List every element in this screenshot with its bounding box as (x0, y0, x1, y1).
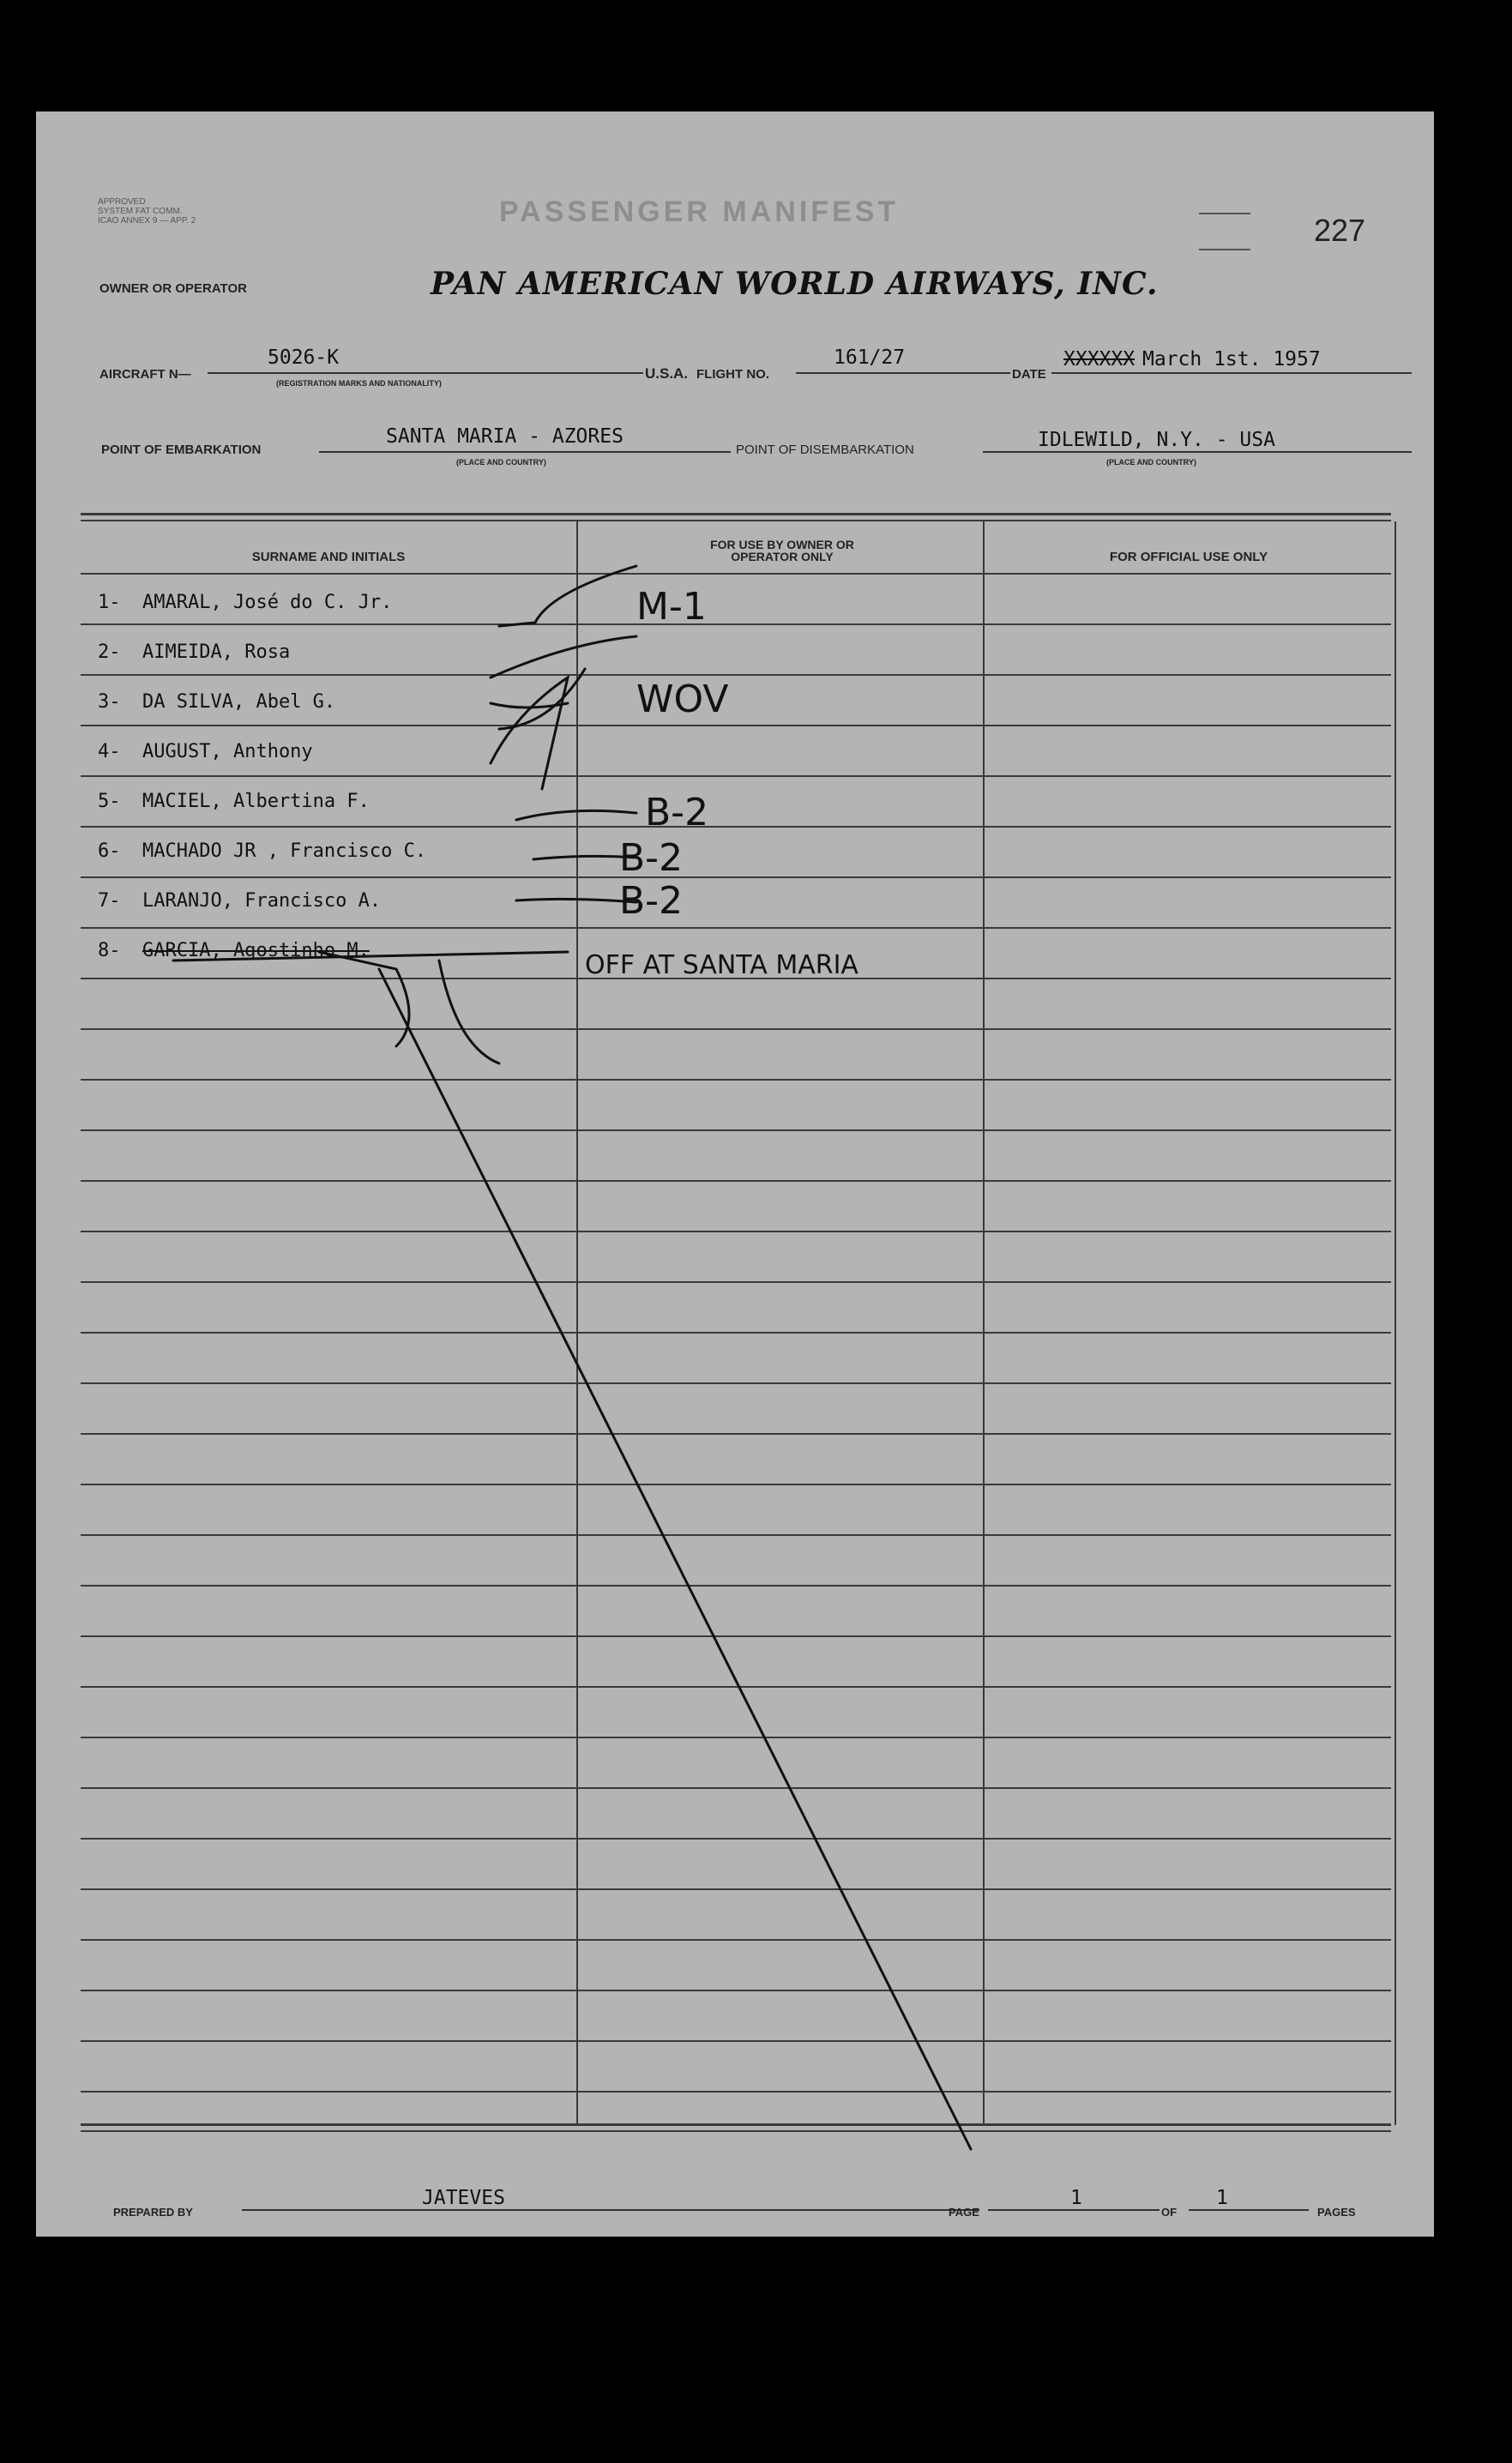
of-value: 1 (1216, 2187, 1228, 2209)
embark-sub: (PLACE AND COUNTRY) (456, 458, 546, 467)
passenger-name: MACIEL, Albertina F. (142, 791, 370, 812)
passenger-number: 8- (98, 940, 121, 961)
of-label: OF (1161, 2206, 1178, 2219)
page-value: 1 (1070, 2187, 1082, 2209)
svg-text:OFF AT SANTA MARIA: OFF AT SANTA MARIA (585, 950, 858, 980)
manifest-sheet (36, 111, 1434, 2237)
page-label: PAGE (949, 2206, 979, 2219)
pages-label: PAGES (1317, 2206, 1356, 2219)
svg-text:B-2: B-2 (619, 836, 684, 880)
embark-value: SANTA MARIA - AZORES (386, 425, 623, 448)
passenger-name: AUGUST, Anthony (142, 741, 313, 762)
column-header-owner-use: FOR USE BY OWNER OR OPERATOR ONLY (710, 538, 854, 563)
prepared-value: JATEVES (422, 2187, 505, 2209)
disembark-value: IDLEWILD, N.Y. - USA (1038, 429, 1275, 451)
column-header-official-use: FOR OFFICIAL USE ONLY (1109, 550, 1268, 564)
aircraft-value: 5026-K (268, 346, 340, 369)
prepared-label: PREPARED BY (113, 2206, 193, 2219)
date-value: March 1st. 1957 (1142, 348, 1321, 370)
svg-text:M-1: M-1 (636, 585, 707, 629)
svg-text:B-2: B-2 (619, 879, 684, 923)
usa-label: U.S.A. (645, 365, 689, 382)
svg-text:B-2: B-2 (645, 791, 709, 834)
passenger-number: 1- (98, 592, 121, 613)
handwritten-marks (36, 111, 1434, 2237)
disembark-sub: (PLACE AND COUNTRY) (1106, 458, 1196, 467)
passenger-name: AMARAL, José do C. Jr. (142, 592, 393, 613)
passenger-number: 6- (98, 840, 121, 862)
owner-value: PAN AMERICAN WORLD AIRWAYS, INC. (431, 266, 1159, 302)
disembark-label: POINT OF DISEMBARKATION (736, 443, 914, 457)
owner-label: OWNER OR OPERATOR (99, 281, 247, 296)
form-title: PASSENGER MANIFEST (499, 196, 900, 228)
passenger-name: DA SILVA, Abel G. (142, 691, 336, 713)
passenger-number: 4- (98, 741, 121, 762)
passenger-number: 5- (98, 791, 121, 812)
column-header-surname: SURNAME AND INITIALS (251, 550, 406, 564)
flight-value: 161/27 (834, 346, 906, 369)
svg-text:WOV: WOV (636, 677, 729, 721)
flight-label: FLIGHT NO. (696, 367, 769, 382)
passenger-name: AIMEIDA, Rosa (142, 641, 291, 663)
date-struck: XXXXXX (1063, 348, 1136, 370)
embark-label: POINT OF EMBARKATION (101, 443, 262, 457)
page-number: 227 (1314, 213, 1366, 248)
passenger-name: LARANJO, Francisco A. (142, 890, 382, 912)
approval-stamp: APPROVED SYSTEM FAT COMM. ICAO ANNEX 9 — APP. 2 (98, 197, 196, 226)
passenger-name: MACHADO JR , Francisco C. (142, 840, 427, 862)
date-label: DATE (1012, 367, 1046, 382)
passenger-number: 7- (98, 890, 121, 912)
passenger-number: 3- (98, 691, 121, 713)
aircraft-label: AIRCRAFT N— (99, 367, 191, 382)
passenger-number: 2- (98, 641, 121, 663)
aircraft-sub: (REGISTRATION MARKS AND NATIONALITY) (276, 379, 442, 388)
passenger-name: GARCIA, Agostinho M. (142, 940, 370, 961)
